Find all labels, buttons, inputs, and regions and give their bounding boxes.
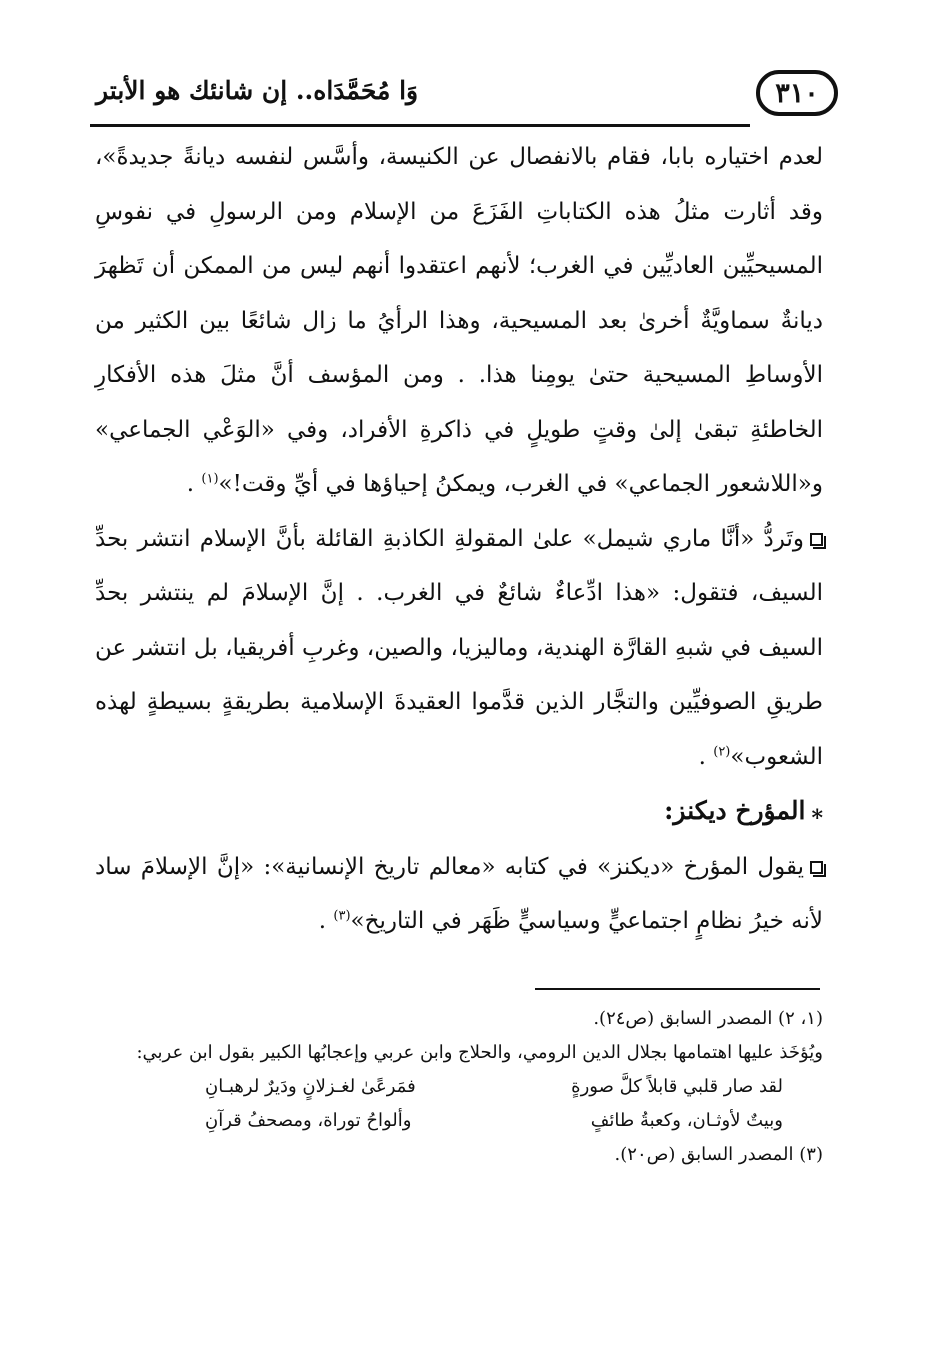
main-text — [95, 130, 823, 949]
verse-line-2 — [95, 1104, 823, 1138]
footnote-rule — [535, 988, 820, 990]
verse-2-first-hemistich: وبيتٌ لأوثـان، وكعبةُ طائفٍ — [590, 1110, 783, 1131]
running-title: وَا مُحَمَّدَاه.. إن شانئك هو الأبتر — [96, 76, 419, 105]
page-header — [90, 66, 838, 126]
header-rule — [90, 124, 750, 127]
verse-1-first-hemistich: لقد صار قلبي قابلاً كلَّ صورةٍ — [571, 1076, 783, 1097]
paragraph-2-text: وتَردُّ «أنَّا ماري شيمل» علىٰ المقولةِ الكاذبةِ القائلة بأنَّ الإسلام انتشر بحدِّ السيف، فتقول: «هذا ادِّعاءٌ شائعٌ في الغرب. . إنَّ الإسلامَ لم ينتشر بحدِّ السيف في شبهِ القارَّة الهندية، وماليزيا، والصين، وغربِ أفريقيا، بل انتشر عن طريقِ الصوفيِّين والتجَّار الذين قدَّموا العقيدةَ الإسلامية بطريقةٍ بسيطةٍ لهذه الشعوب» — [95, 525, 823, 770]
paragraph-1 — [95, 130, 823, 512]
star-icon: ⁎ — [811, 799, 823, 825]
footnote-1-note: ويُؤخَذ عليها اهتمامها بجلال الدين الرومي، والحلاج وابن عربي وإعجابُها الكبير بقول ابن عربي: — [136, 1042, 823, 1063]
paragraph-3-end: . — [318, 908, 334, 934]
footnote-ref-1: (١) — [201, 471, 219, 487]
section-heading-text: المؤرخ ديكنز: — [664, 796, 806, 825]
paragraph-mark-icon — [810, 533, 823, 546]
verse-1-second-hemistich: فمَرعًىٰ لغـزلانٍ ودَيرٌ لرهبـانِ — [205, 1076, 416, 1097]
footnote-ref-2: (٢) — [713, 743, 731, 759]
paragraph-3-text: يقول المؤرخ «ديكنز» في كتابه «معالم تاريخ الإنسانية»: «إنَّ الإسلامَ ساد لأنه خيرُ نظامٍ اجتماعيٍّ وسياسيٍّ ظَهَر في التاريخ» — [95, 853, 823, 934]
verse-line-1 — [95, 1070, 823, 1104]
footnote-3: (٣) المصدر السابق (ص٢٠). — [614, 1144, 823, 1165]
paragraph-mark-icon — [810, 861, 823, 874]
paragraph-2-end: . — [698, 743, 714, 770]
paragraph-1-text: لعدم اختياره بابا، فقام بالانفصال عن الكنيسة، وأسَّس لنفسه ديانةً جديدةً»، وقد أثارت مثلُ هذه الكتاباتِ الفَزَعَ من الإسلام ومن الرسولِ في نفوسِ المسيحيِّين العاديِّين في الغرب؛ لأنهم اعتقدوا أنهم ليس من الممكن أن تَظهرَ ديانةٌ سماويَّةٌ أخرىٰ بعد المسيحية، وهذا الرأيُ ما زال شائعًا بين الكثير من الأوساطِ المسيحية حتىٰ يومِنا هذا. . ومن المؤسف أنَّ مثلَ هذه الأفكارِ الخاطئةِ تبقىٰ إلىٰ وقتٍ طويلٍ في ذاكرةِ الأفراد، وفي «الوَعْي الجماعي» و«اللاشعور الجماعي» في الغرب، ويمكنُ إحياؤها في أيِّ وقت!» — [95, 144, 823, 497]
paragraph-3 — [95, 840, 823, 949]
paragraph-1-end: . — [186, 471, 202, 497]
section-heading — [95, 784, 823, 840]
page-number: ٣١٠ — [756, 70, 838, 116]
verse-2-second-hemistich: وألواحُ توراة، ومصحفُ قرآنِ — [205, 1110, 412, 1131]
footnote-ref-3: (٣) — [333, 908, 351, 924]
paragraph-2 — [95, 512, 823, 785]
footnotes — [95, 1002, 823, 1172]
footnote-1: (١، ٢) المصدر السابق (ص٢٤). — [593, 1008, 823, 1029]
